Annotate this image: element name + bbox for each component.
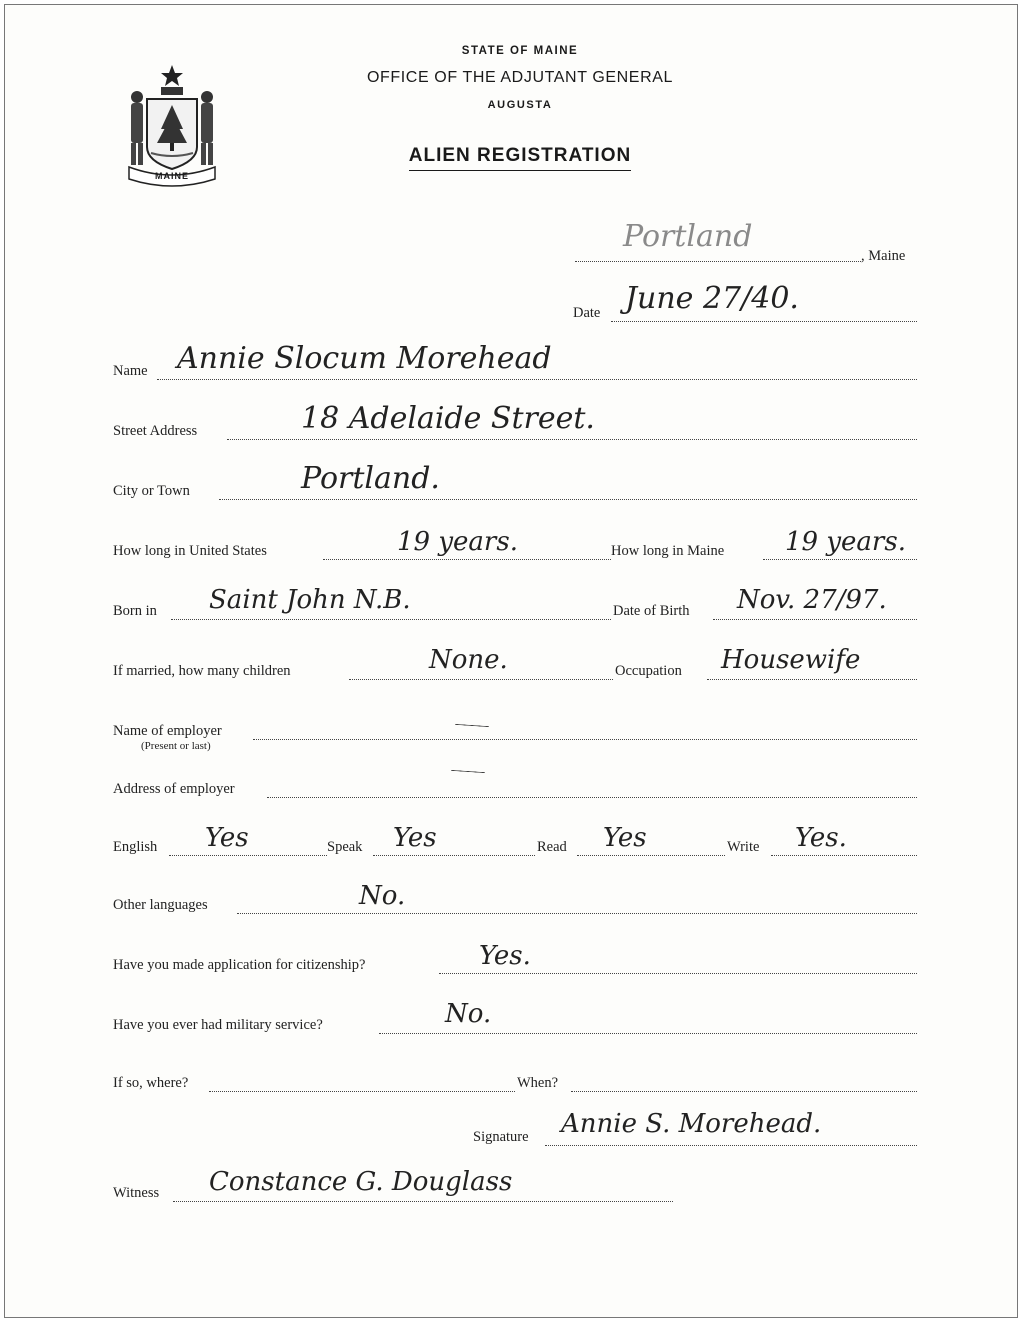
office-heading: OFFICE OF THE ADJUTANT GENERAL: [366, 69, 674, 86]
employer-address-line: [267, 797, 917, 798]
read-value: Yes: [603, 823, 647, 853]
witness-value: Constance G. Douglass: [209, 1167, 513, 1197]
date-of-birth-value: Nov. 27/97.: [737, 585, 887, 615]
occupation-line: [707, 679, 917, 680]
speak-label: Speak: [327, 839, 363, 855]
street-address-value: 18 Adelaide Street.: [301, 401, 595, 436]
witness-line: [173, 1201, 673, 1202]
city-or-town-line: [219, 499, 917, 500]
employer-address-label: Address of employer: [113, 781, 235, 797]
signature-line: [545, 1145, 917, 1146]
name-value: Annie Slocum Morehead: [177, 341, 552, 376]
speak-line: [373, 855, 535, 856]
when-label: When?: [517, 1075, 559, 1091]
english-line: [169, 855, 327, 856]
signature-value: Annie S. Morehead.: [561, 1109, 822, 1139]
citizenship-value: Yes.: [479, 941, 531, 971]
citizenship-label: Have you made application for citizenship?: [113, 957, 366, 973]
date-line: [611, 321, 917, 322]
city-or-town-label: City or Town: [113, 483, 190, 499]
alien-registration-form: [4, 4, 1018, 1318]
employer-name-dash: [455, 724, 489, 727]
occupation-label: Occupation: [615, 663, 682, 679]
date-of-birth-label: Date of Birth: [613, 603, 690, 619]
name-line: [157, 379, 917, 380]
military-label: Have you ever had military service?: [113, 1017, 323, 1033]
state-heading: STATE OF MAINE: [461, 45, 579, 57]
speak-value: Yes: [393, 823, 437, 853]
form-title: [295, 145, 745, 167]
occupation-value: Housewife: [721, 645, 861, 675]
form-title-text: ALIEN REGISTRATION: [409, 145, 631, 171]
write-label: Write: [727, 839, 760, 855]
signature-label: Signature: [473, 1129, 529, 1145]
other-languages-value: No.: [359, 881, 406, 911]
name-label: Name: [113, 363, 148, 379]
how-long-maine-value: 19 years.: [785, 527, 906, 557]
how-long-us-value: 19 years.: [397, 527, 518, 557]
how-long-us-line: [323, 559, 611, 560]
military-value: No.: [445, 999, 492, 1029]
write-line: [771, 855, 917, 856]
maine-state-seal-icon: [117, 59, 227, 189]
english-label: English: [113, 839, 158, 855]
employer-note-label: (Present or last): [141, 740, 211, 752]
read-line: [577, 855, 725, 856]
street-address-label: Street Address: [113, 423, 198, 439]
date-value: June 27/40.: [625, 281, 799, 316]
how-long-maine-label: How long in Maine: [611, 543, 725, 559]
city-heading: AUGUSTA: [487, 99, 553, 111]
born-in-label: Born in: [113, 603, 157, 619]
citizenship-line: [439, 973, 917, 974]
date-label: Date: [573, 305, 601, 321]
born-in-line: [171, 619, 611, 620]
if-so-where-line: [209, 1091, 515, 1092]
employer-name-label: Name of employer: [113, 723, 222, 739]
military-line: [379, 1033, 917, 1034]
read-label: Read: [537, 839, 567, 855]
street-address-line: [227, 439, 917, 440]
maine-label: , Maine: [861, 248, 906, 264]
other-languages-label: Other languages: [113, 897, 208, 913]
how-long-us-label: How long in United States: [113, 543, 267, 559]
witness-label: Witness: [113, 1185, 160, 1201]
if-so-where-label: If so, where?: [113, 1075, 189, 1091]
city-or-town-value: Portland.: [301, 461, 440, 496]
when-line: [571, 1091, 917, 1092]
married-children-label: If married, how many children: [113, 663, 291, 679]
children-value: None.: [429, 645, 508, 675]
seal-banner-text: MAINE: [155, 171, 189, 181]
other-languages-line: [237, 913, 917, 914]
town-value: Portland: [623, 219, 753, 254]
employer-address-dash: [451, 770, 485, 773]
write-value: Yes.: [795, 823, 847, 853]
town-line: [575, 261, 861, 262]
date-of-birth-line: [713, 619, 917, 620]
how-long-maine-line: [763, 559, 917, 560]
employer-name-line: [253, 739, 917, 740]
born-in-value: Saint John N.B.: [209, 585, 411, 615]
married-children-line: [349, 679, 613, 680]
english-value: Yes: [205, 823, 249, 853]
